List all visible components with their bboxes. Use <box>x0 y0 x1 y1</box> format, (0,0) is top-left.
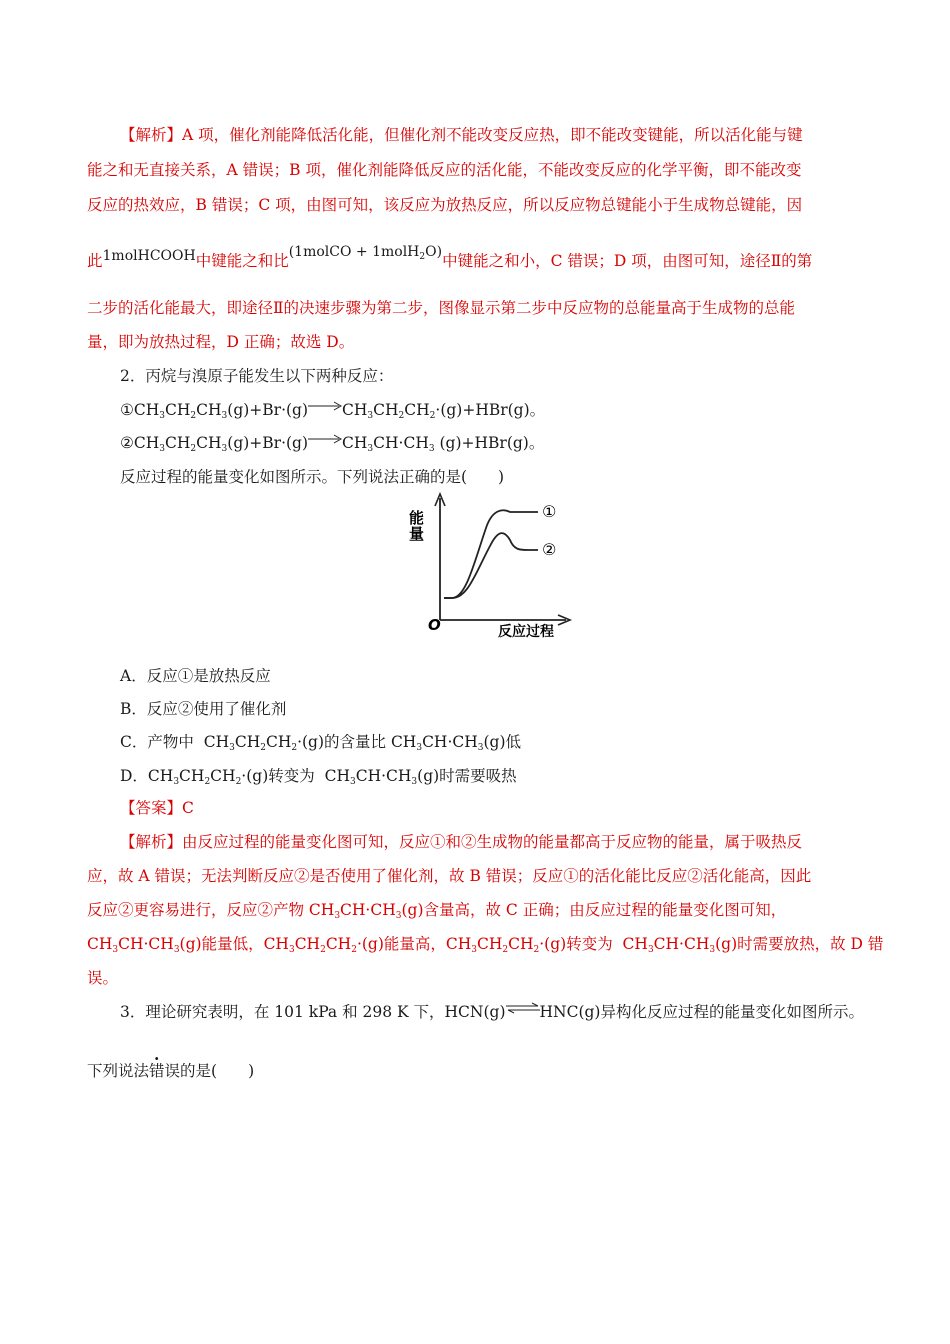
analysis1-line3: 反应的热效应，B 错误；C 项，由图可知，该反应为放热反应，所以反应物总键能小于生成物总键能，因 <box>87 196 803 214</box>
analysis1-line4: 此1molHCOOH中键能之和比(1molCO + 1molH$_2$O)中键能之和小，C 错误；D 项，由图可知，途径Ⅱ的第 <box>87 244 813 270</box>
analysis2-line5: 误。 <box>87 969 119 987</box>
x-axis-label: 反应过程 <box>498 624 554 640</box>
option-b: B．反应②使用了催化剂 <box>120 700 287 718</box>
q3-ask: 下列说法错误的是( ) <box>87 1062 255 1080</box>
arrow-icon <box>308 433 342 445</box>
curve-2 <box>444 533 538 598</box>
y-axis-label: 能量 <box>407 510 425 542</box>
formula-co-h2o: (1molCO + 1molH$_2$O) <box>288 244 443 262</box>
q3-stem: 3．理论研究表明，在 101 kPa 和 298 K 下，HCN(g) HNC(g)异构化反应过程的能量变化如图所示。 <box>120 1003 864 1021</box>
analysis1-line6: 量，即为放热过程，D 正确；故选 D。 <box>87 333 355 351</box>
reaction-2: $②CH_3CH_2CH_3(g)+Br\cdot(g)$ $CH_3CH\cdot CH_3$ (g)+HBr(g)。 <box>120 434 545 454</box>
emphasis-dots: 错误 <box>149 1062 181 1080</box>
reaction-1: $①CH_3CH_2CH_3(g)+Br\cdot(g)$ $CH_3CH_2CH_2\cdot(g)+HBr(g)$。 <box>120 401 546 421</box>
q2-description: 反应过程的能量变化如图所示。下列说法正确的是( ) <box>120 468 505 486</box>
arrow-icon <box>308 400 342 412</box>
q2-stem: 2．丙烷与溴原子能发生以下两种反应： <box>120 367 394 385</box>
option-c: C．产物中 $CH_3CH_2CH_2\cdot(g)$的含量比 $CH_3CH\cdot CH_3(g)$低 <box>120 733 522 753</box>
analysis1-line2: 能之和无直接关系，A 错误；B 项，催化剂能降低反应的活化能，不能改变反应的化学平衡，即不能改变 <box>87 161 802 179</box>
series-2-label: ② <box>542 540 557 559</box>
analysis2-line2: 应，故 A 错误；无法判断反应②是否使用了催化剂，故 B 错误；反应①的活化能比反应②活化能高，因此 <box>87 867 812 885</box>
option-a: A．反应①是放热反应 <box>120 667 271 685</box>
equilibrium-arrow-icon <box>506 1002 540 1014</box>
analysis2-line1: 【解析】由反应过程的能量变化图可知，反应①和②生成物的能量都高于反应物的能量，属于吸热反 <box>120 833 803 851</box>
answer: 【答案】C <box>120 799 194 817</box>
analysis2-line3: 反应②更容易进行，反应②产物 $CH_3CH\cdot CH_3(g)$含量高，故 C 正确；由反应过程的能量变化图可知， <box>87 901 787 921</box>
analysis-tag: 【解析】 <box>120 126 183 144</box>
origin-label: O <box>428 616 441 634</box>
option-d: D．$CH_3CH_2CH_2\cdot(g)$转变为 $CH_3CH\cdot CH_3(g)$时需要吸热 <box>120 767 517 787</box>
energy-diagram <box>407 488 580 640</box>
formula-hcooh: 1molHCOOH <box>102 248 196 264</box>
curve-1 <box>444 510 538 598</box>
analysis1-line5: 二步的活化能最大，即途径Ⅱ的决速步骤为第二步，图像显示第二步中反应物的总能量高于生成物的总能 <box>87 299 796 317</box>
analysis2-line4: $CH_3CH\cdot CH_3(g)$能量低，$CH_3CH_2CH_2\cdot(g)$能量高，$CH_3CH_2CH_2\cdot(g)$转变为 $CH_3CH\cdot CH_3(g)$时需要放热，故 D 错 <box>87 935 884 955</box>
series-1-label: ① <box>542 502 557 521</box>
analysis1-line1: 【解析】A 项，催化剂能降低活化能，但催化剂不能改变反应热，即不能改变键能，所以活化能与键 <box>120 126 803 144</box>
